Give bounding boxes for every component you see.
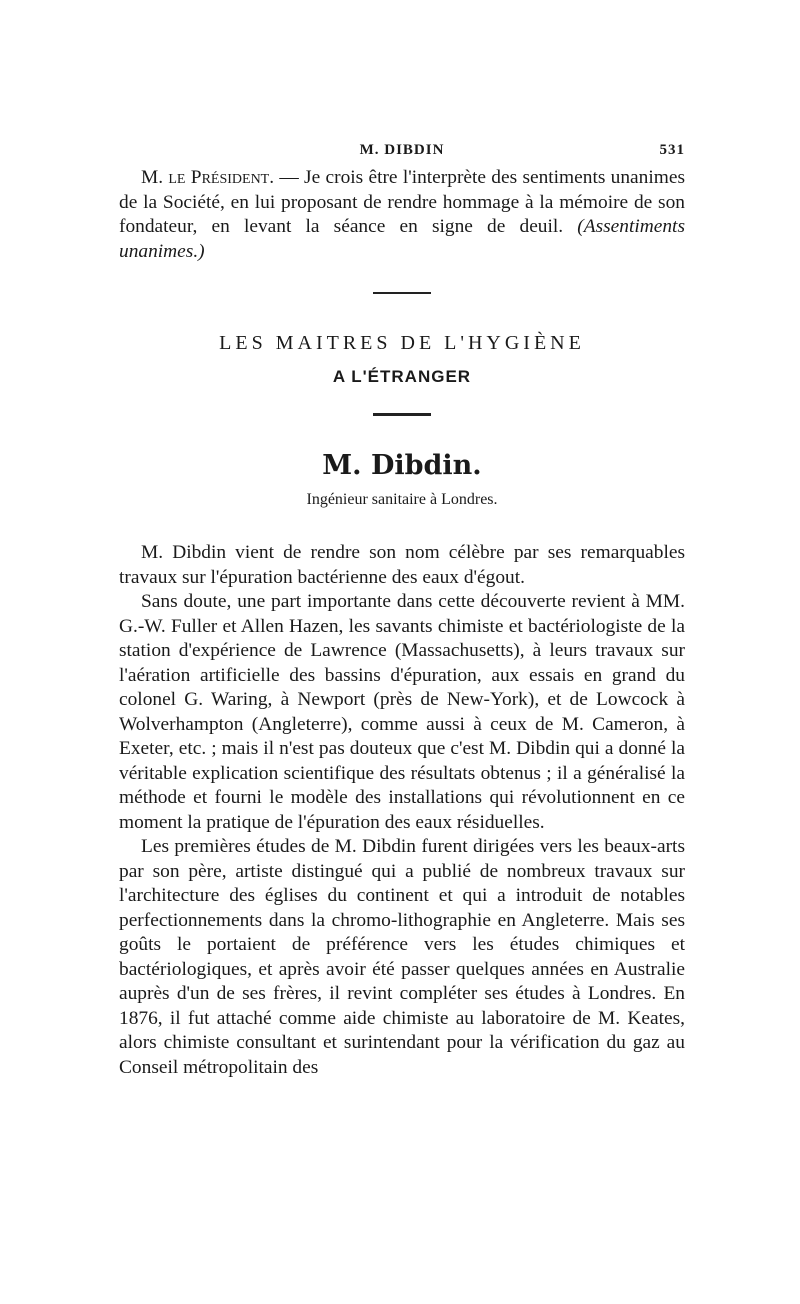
body-paragraph: Sans doute, une part importante dans cette découverte revient à MM. G.-W. Fuller et Allen Hazen, les savants chimiste et bactériologiste de la station d'expérience de Lawrence (Massachusetts), à leurs travaux sur l'aération artificielle des bassins d'épuration, aux essais en grand du colonel G. Waring, à Newport (près de New-York), et de Lowcock à Wolverhampton (Angleterre), comme aussi à ceux de M. Cameron, à Exeter, etc. ; mais il n'est pas douteux que c'est M. Dibdin qui a donné la véritable explication scientifique des résultats obtenus ; il a généralisé la méthode et fourni le modèle des installations qui révolutionnent en ce moment la pratique de l'épuration des eaux résiduelles.: [119, 591, 685, 833]
document-page: [119, 140, 685, 1080]
intro-aside: (Assentiments unanimes.): [119, 216, 685, 262]
running-title: M. DIBDIN: [359, 142, 445, 158]
intro-text: — Je crois être l'interprète des sentiments unanimes de la Société, en lui proposant de rendre hommage à la mémoire de son fondateur, en levant la séance en signe de deuil.: [119, 167, 685, 237]
page-number: 531: [659, 142, 685, 158]
running-header: [119, 140, 685, 166]
body-paragraph: M. Dibdin vient de rendre son nom célèbre par ses remarquables travaux sur l'épuration bactérienne des eaux d'égout.: [119, 542, 685, 588]
article-body: [119, 541, 685, 1080]
intro-paragraph: [119, 166, 685, 264]
divider-rule: [373, 413, 431, 416]
speaker-label: M. le Président.: [141, 167, 275, 188]
section-subtitle: A L'ÉTRANGER: [332, 367, 472, 386]
section-title: LES MAITRES DE L'HYGIÈNE: [219, 332, 585, 354]
divider-rule: [373, 292, 431, 294]
article-name: M. Dibdin.: [322, 450, 482, 481]
body-paragraph: Les premières études de M. Dibdin furent dirigées vers les beaux-arts par son père, artiste distingué qui a publié de nombreux travaux sur l'architecture des églises du continent et qui a introduit de notables perfectionnements dans la chromo-lithographie en Angleterre. Mais ses goûts le portaient de préférence vers les études chimiques et bactériologiques, et après avoir été passer quelques années en Australie auprès d'un de ses frères, il revint compléter ses études à Londres. En 1876, il fut attaché comme aide chimiste au laboratoire de M. Keates, alors chimiste consultant et surintendant pour la vérification du gaz au Conseil métropolitain des: [119, 836, 685, 1078]
article-subtitle: Ingénieur sanitaire à Londres.: [306, 491, 498, 508]
